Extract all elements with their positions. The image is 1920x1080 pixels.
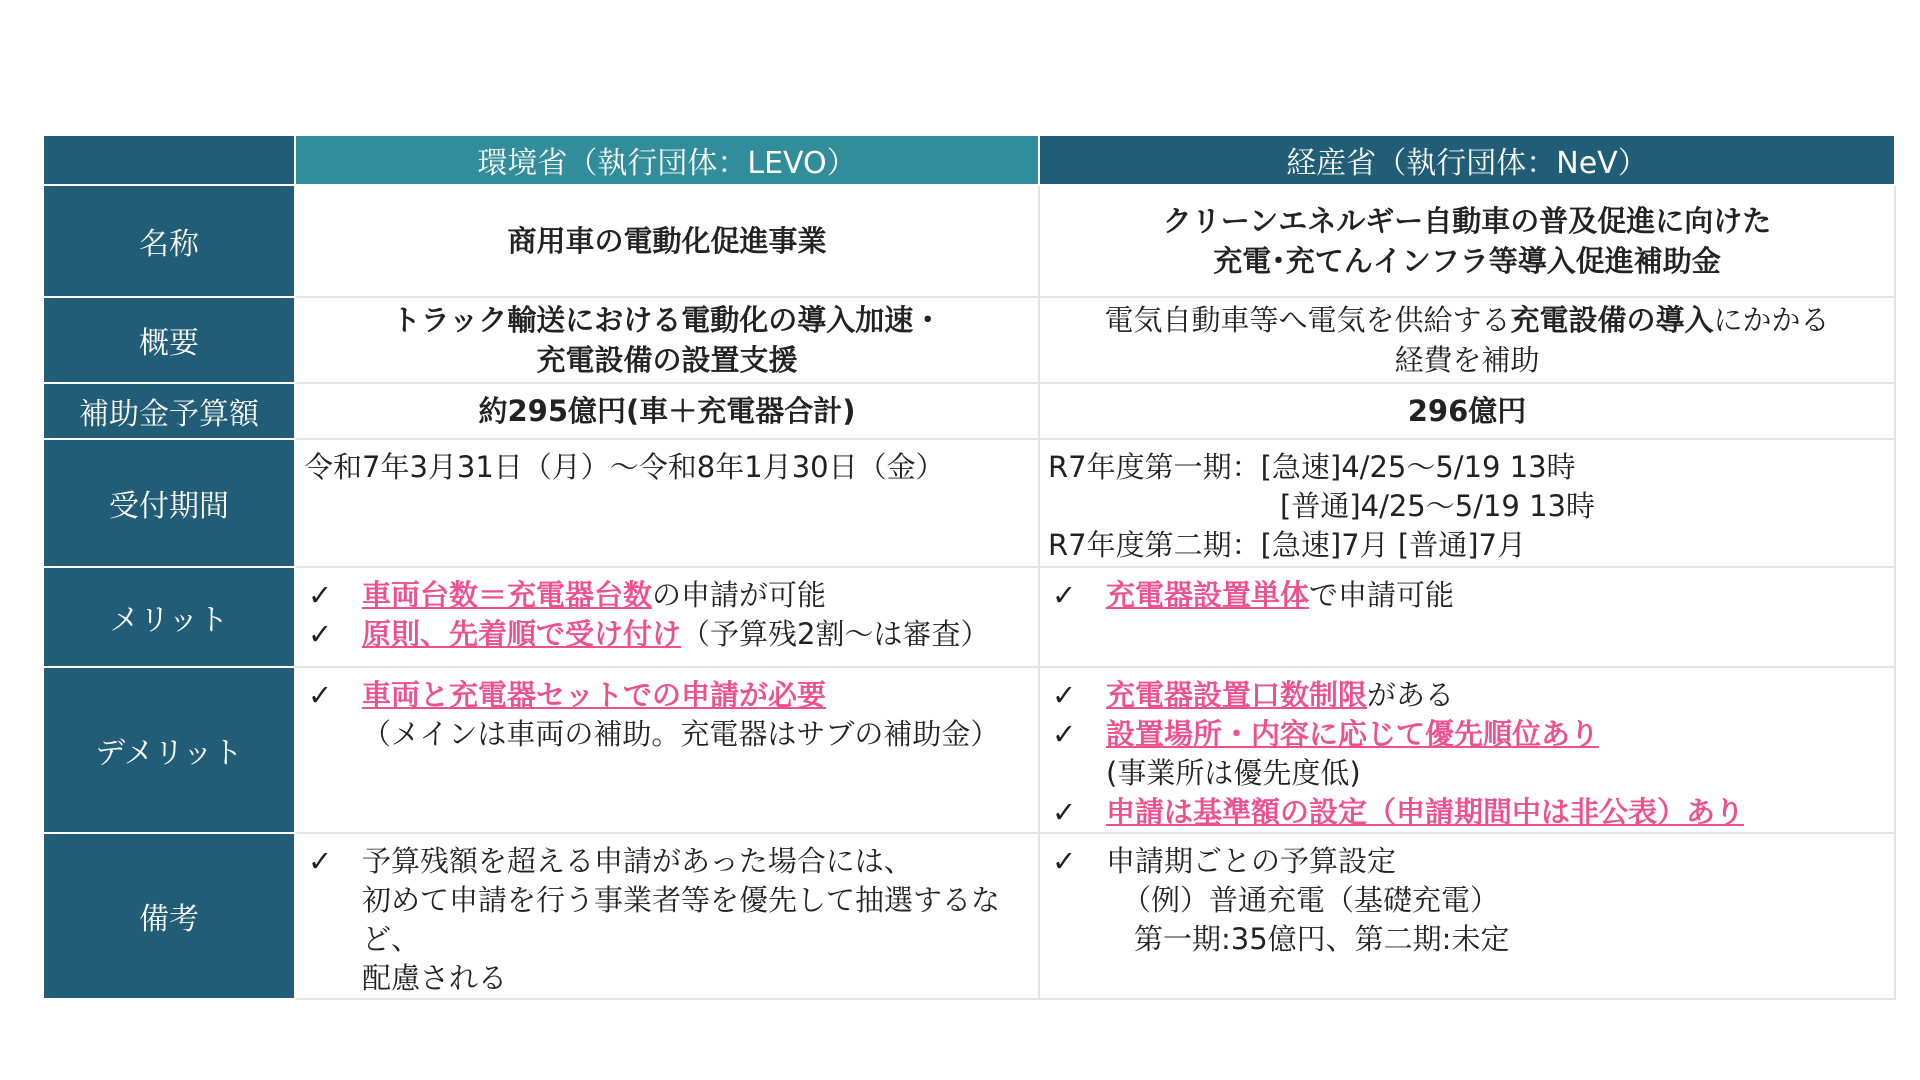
row-demerit [43, 667, 1895, 833]
summary-b-post: にかかる [1713, 303, 1830, 337]
merit-b1-rest: で申請可能 [1309, 578, 1455, 612]
row-label-demerit: デメリット [43, 667, 295, 833]
header-row [43, 135, 1895, 185]
notes-a-line1: 予算残額を超える申請があった場合には、 [362, 844, 913, 878]
row-label-budget: 補助金予算額 [43, 383, 295, 439]
merit-a [295, 567, 1039, 667]
demerit-a1-highlight: 車両と充電器セットでの申請が必要 [362, 678, 827, 712]
period-b [1039, 439, 1895, 567]
check-icon: ✓ [1052, 844, 1077, 878]
period-b-line1: R7年度第一期：[急速]4/25～5/19 13時 [1048, 450, 1576, 484]
demerit-b1-rest: がある [1367, 678, 1455, 712]
demerit-b-item3 [1048, 793, 1886, 832]
row-summary [43, 297, 1895, 383]
merit-b-item1 [1048, 576, 1886, 615]
demerit-a-item1 [304, 676, 1030, 715]
summary-a [295, 297, 1039, 383]
summary-b [1039, 297, 1895, 383]
budget-b: 296億円 [1039, 383, 1895, 439]
notes-b-item1 [1048, 842, 1886, 881]
merit-a2-highlight: 原則、先着順で受け付け [362, 617, 682, 651]
demerit-b3-highlight: 申請は基準額の設定（申請期間中は非公表）あり [1106, 795, 1745, 829]
row-label-name: 名称 [43, 185, 295, 297]
name-b [1039, 185, 1895, 297]
merit-a1-highlight: 車両台数＝充電器台数 [362, 578, 653, 612]
row-notes [43, 833, 1895, 999]
header-corner [43, 135, 295, 185]
summary-b-bold: 充電設備の導入 [1510, 303, 1714, 337]
check-icon: ✓ [308, 678, 333, 712]
check-icon: ✓ [308, 617, 333, 651]
summary-b-pre: 電気自動車等へ電気を供給する [1104, 303, 1511, 337]
row-label-merit: メリット [43, 567, 295, 667]
summary-b-line2: 経費を補助 [1394, 343, 1540, 377]
demerit-b2-highlight: 設置場所・内容に応じて優先順位あり [1106, 717, 1600, 751]
demerit-b-item2 [1048, 715, 1886, 754]
merit-b1-highlight: 充電器設置単体 [1106, 578, 1310, 612]
summary-b-line1 [1040, 300, 1894, 340]
demerit-a1-sub: （メインは車両の補助。充電器はサブの補助金） [362, 717, 1000, 751]
row-name [43, 185, 1895, 297]
row-label-period: 受付期間 [43, 439, 295, 567]
comparison-table [42, 134, 1896, 1000]
check-icon: ✓ [1052, 678, 1077, 712]
demerit-b1-highlight: 充電器設置口数制限 [1106, 678, 1368, 712]
notes-a-line2: 初めて申請を行う事業者等を優先して抽選するなど、 [362, 883, 1001, 956]
merit-a-item1 [304, 576, 1030, 615]
header-col-a: 環境省（執行団体：LEVO） [295, 135, 1039, 185]
period-a: 令和7年3月31日（月）～令和8年1月30日（金） [295, 439, 1039, 567]
check-icon: ✓ [1052, 717, 1077, 751]
row-label-notes: 備考 [43, 833, 295, 999]
demerit-a [295, 667, 1039, 833]
demerit-b-item1 [1048, 676, 1886, 715]
name-a: 商用車の電動化促進事業 [295, 185, 1039, 297]
period-b-line3: R7年度第二期：[急速]7月 [普通]7月 [1048, 528, 1526, 562]
budget-a: 約295億円(車＋充電器合計) [295, 383, 1039, 439]
row-label-summary: 概要 [43, 297, 295, 383]
merit-a-item2 [304, 615, 1030, 654]
row-merit [43, 567, 1895, 667]
notes-b-line1: 申請期ごとの予算設定 [1106, 844, 1397, 878]
notes-a-item1 [304, 842, 1030, 881]
notes-b-line2: （例）普通充電（基礎充電） [1122, 883, 1500, 917]
name-b-line2: 充電･充てんインフラ等導入促進補助金 [1213, 244, 1721, 278]
check-icon: ✓ [1052, 795, 1077, 829]
merit-a1-rest: の申請が可能 [652, 578, 827, 612]
merit-b [1039, 567, 1895, 667]
check-icon: ✓ [1052, 578, 1077, 612]
notes-a-line3: 配慮される [362, 961, 508, 995]
notes-a [295, 833, 1039, 999]
demerit-b [1039, 667, 1895, 833]
period-b-line2: [普通]4/25～5/19 13時 [1280, 489, 1595, 523]
notes-b-line3: 第一期:35億円、第二期:未定 [1134, 922, 1510, 956]
summary-a-line2: 充電設備の設置支援 [536, 343, 798, 377]
summary-a-line1: トラック輸送における電動化の導入加速・ [391, 303, 943, 337]
row-period [43, 439, 1895, 567]
demerit-b2-sub: (事業所は優先度低) [1106, 756, 1361, 790]
merit-a2-rest: （予算残2割～は審査） [681, 617, 990, 651]
row-budget [43, 383, 1895, 439]
name-b-line1: クリーンエネルギー自動車の普及促進に向けた [1162, 204, 1772, 238]
check-icon: ✓ [308, 844, 333, 878]
notes-b [1039, 833, 1895, 999]
header-col-b: 経産省（執行団体：NeV） [1039, 135, 1895, 185]
check-icon: ✓ [308, 578, 333, 612]
